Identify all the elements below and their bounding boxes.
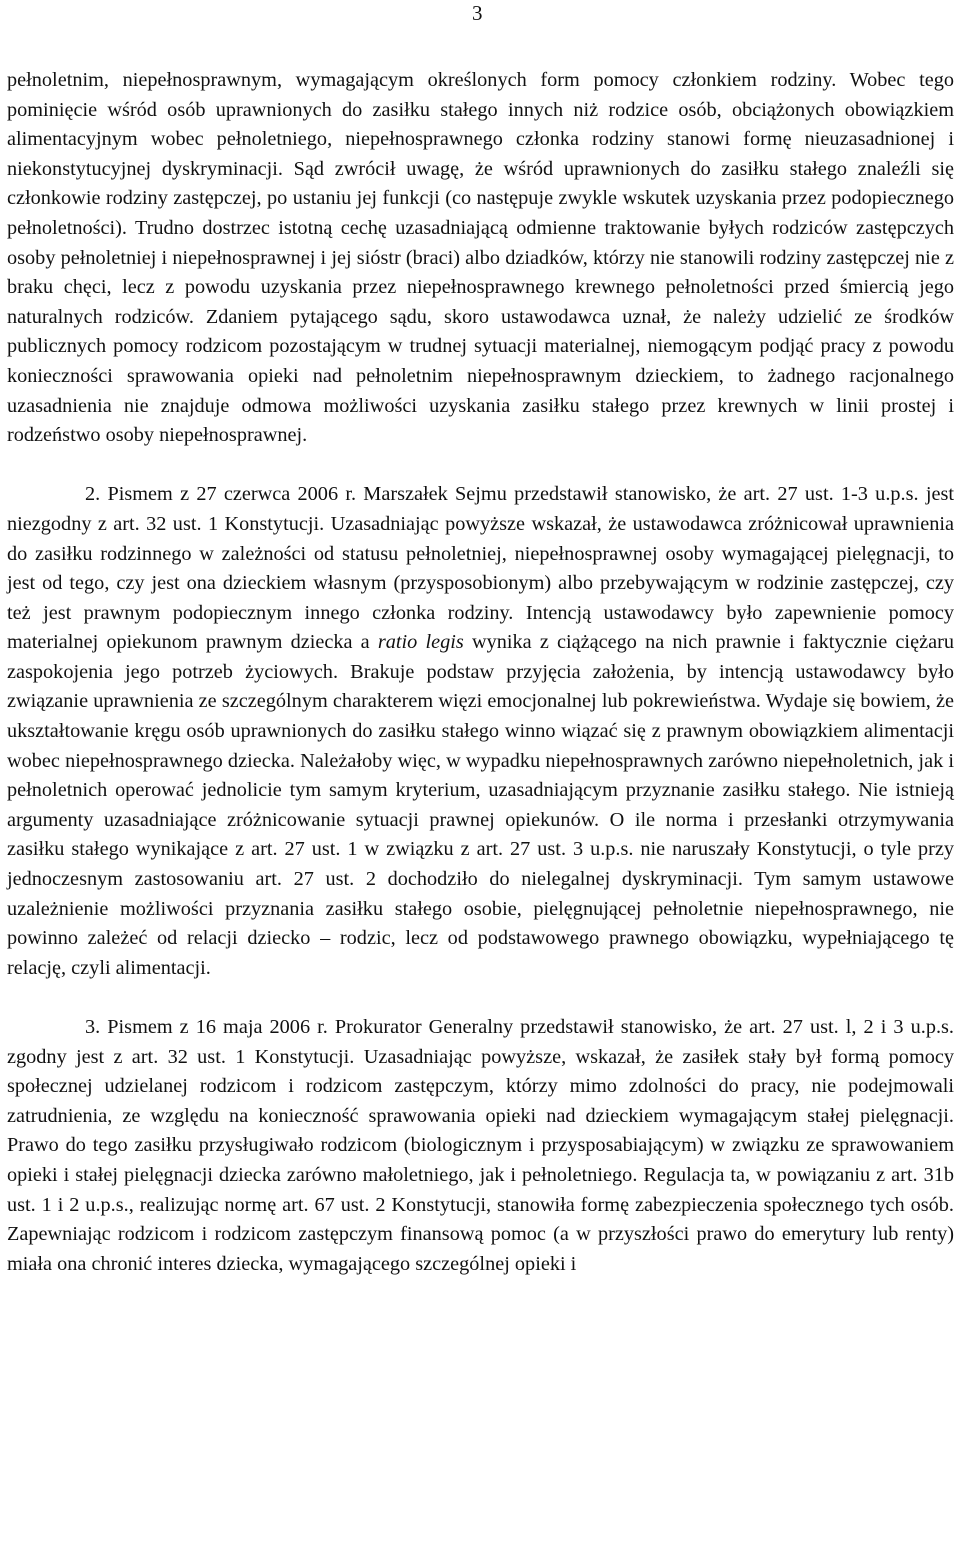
paragraph-marshal-position xyxy=(7,480,954,983)
paragraph-prosecutor-position: 3. Pismem z 16 maja 2006 r. Prokurator Generalny przedstawił stanowisko, że art. 27 ust. l, 2 i 3 u.p.s. zgodny jest z art. 32 ust. 1 Konstytucji. Uzasadniając powyższe, wskazał, że zasiłek stały był formą pomocy społecznej udzielanej rodzicom i rodzicom zastępczym, którzy mimo zdolności do pracy, nie podejmowali zatrudnienia, ze względu na konieczność sprawowania opieki nad dzieckiem wymagającym stałej pielęgnacji. Prawo do tego zasiłku przysługiwało rodzicom (biologicznym i przysposabiającym) w związku ze sprawowaniem opieki i stałej pielęgnacji dziecka zarówno małoletniego, jak i pełnoletniego. Regulacja ta, w powiązaniu z art. 31b ust. 1 i 2 u.p.s., realizując normę art. 67 ust. 2 Konstytucji, stanowiła formę zabezpieczenia społecznego tych osób. Zapewniając rodzicom i rodzicom zastępczym finansową pomoc (a w przyszłości prawo do emerytury lub renty) miała ona chronić interes dziecka, wymagającego szczególnej opieki i xyxy=(7,1016,954,1275)
paragraph-gap xyxy=(7,451,954,481)
latin-term: ratio legis xyxy=(377,631,464,654)
paragraph-continuation: pełnoletnim, niepełnosprawnym, wymagającym określonych form pomocy członkiem rodziny. Wobec tego pominięcie wśród osób uprawnionych do zasiłku stałego innych niż rodzice osób, obciążonych obowiązkiem alimentacyjnym wobec pełnoletniego, niepełnosprawnego członka rodziny stanowi formę nieuzasadnionej i niekonstytucyjnej dyskryminacji. Sąd zwrócił uwagę, że wśród uprawnionych do zasiłku stałego znaleźli się członkowie rodziny zastępczej, po ustaniu jej funkcji (co następuje zwykle wskutek uzyskania przez podopiecznego pełnoletności). Trudno dostrzec istotną cechę uzasadniającą odmienne traktowanie byłych rodziców zastępczych osoby pełnoletniej i niepełnosprawnej i jej sióstr (braci) albo dziadków, którzy nie stanowili rodziny zastępczej nie z braku chęci, lecz z powodu uzyskania przez niepełnosprawnego krewnego pełnoletności przed śmiercią jego naturalnych rodziców. Zdaniem pytającego sądu, skoro ustawodawca uznał, że należy udzielić ze środków publicznych pomocy rodzicom pozostającym w trudnej sytuacji materialnej, niemogącym podjąć pracy z powodu konieczności sprawowania opieki nad pełnoletnim niepełnosprawnym dzieckiem, to żadnego racjonalnego uzasadnienia nie znajduje odmowa możliwości uzyskania zasiłku stałego przez krewnych w linii prostej i rodzeństwo osoby niepełnosprawnej. xyxy=(7,69,954,447)
paragraph-text: wynika z ciążącego na nich prawnie i faktycznie ciężaru zaspokojenia jego potrzeb życiowych. Brakuje podstaw przyjęcia założenia, by intencją ustawodawcy było związanie uprawnienia ze szczególnym charakterem więzi emocjonalnej lub pokrewieństwa. Wydaje się bowiem, że ukształtowanie kręgu osób uprawnionych do zasiłku stałego winno wiązać się z prawnym obowiązkiem alimentacji wobec niepełnosprawnego dziecka. Należałoby więc, w wypadku niepełnosprawnych zarówno niepełnoletnich, jak i pełnoletnich operować jednolicie tym samym kryterium, uzasadniającym przyznanie zasiłku stałego. Nie istnieją argumenty uzasadniające zróżnicowanie sytuacji prawnej opiekunów. O ile norma i przesłanki otrzymywania zasiłku stałego wynikające z art. 27 ust. 1 w związku z art. 27 ust. 3 u.p.s. nie naruszały Konstytucji, o tyle przy jednoczesnym zastosowaniu art. 27 ust. 2 dochodziło do nielegalnej dyskryminacji. Tym samym ustawowe uzależnienie możliwości przyznania zasiłku stałego osobie, pielęgnującej pełnoletnie niepełnosprawnego, nie powinno zależeć od relacji dziecko – rodzic, lecz od podstawowego prawnego obowiązku, wypełniającego tę relację, czyli alimentacji. xyxy=(7,631,954,979)
paragraph-gap xyxy=(7,983,954,1013)
document-body xyxy=(7,66,954,1279)
paragraph-text: 2. Pismem z 27 czerwca 2006 r. Marszałek Sejmu przedstawił stanowisko, że art. 27 ust. 1-3 u.p.s. jest niezgodny z art. 32 ust. 1 Konstytucji. Uzasadniając powyższe wskazał, że ustawodawca zróżnicował uprawnienia do zasiłku rodzinnego w zależności od statusu pełnoletniej, niepełnosprawnej osoby wymagającej pielęgnacji, to jest od tego, czy jest ona dzieckiem własnym (przysposobionym) albo przebywającym w rodzinie zastępczej, czy też jest prawnym podopiecznym innego członka rodziny. Intencją ustawodawcy było zapewnienie pomocy materialnej opiekunom prawnym dziecka a xyxy=(7,483,954,654)
page-number: 3 xyxy=(472,1,483,25)
